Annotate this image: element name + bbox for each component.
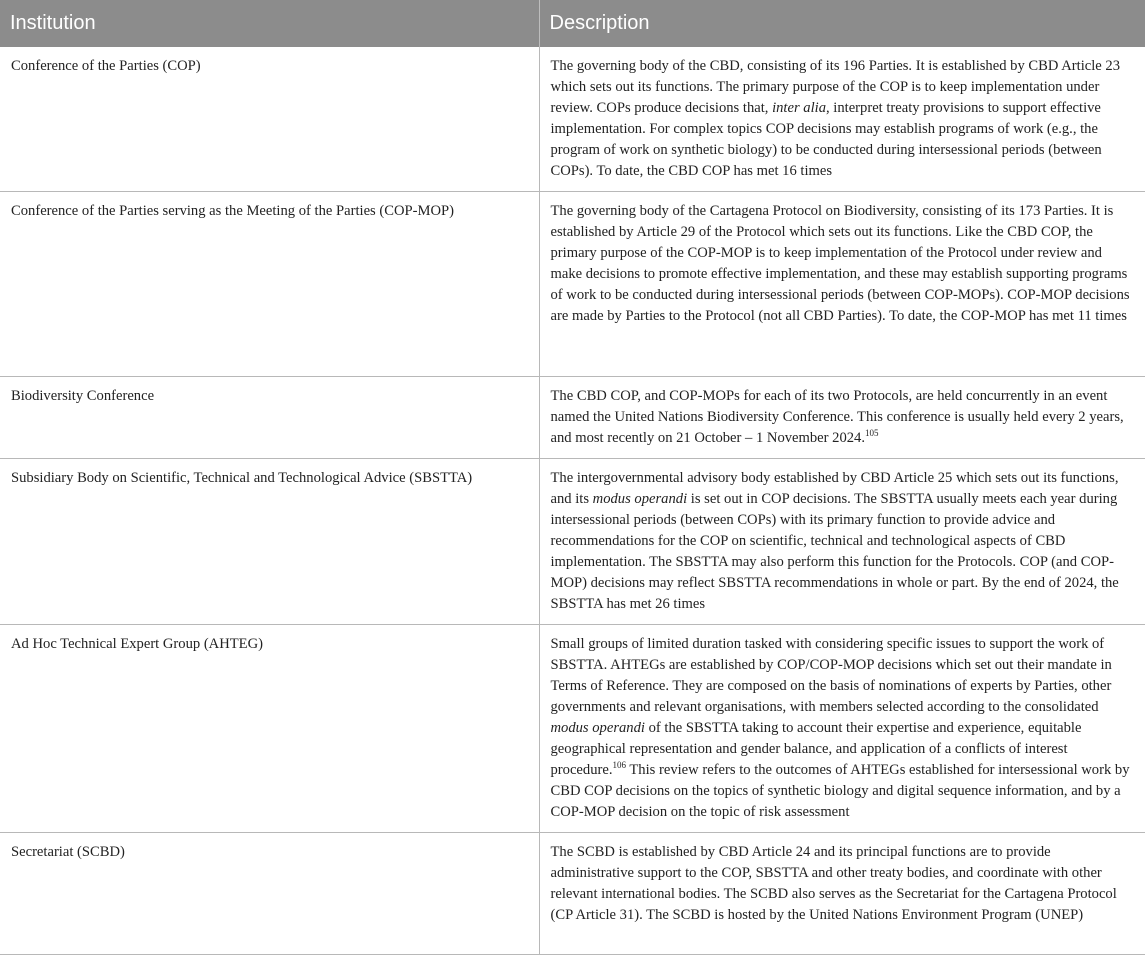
description-cell: The CBD COP, and COP-MOPs for each of its two Protocols, are held concurrently in an event named the United Nations Biodiversity Conference. This conference is usually held every 2 years, and most recently on 21 October – 1 November 2024.$^{105}$: [539, 377, 1145, 459]
table-row: [0, 47, 1145, 192]
table-row: [0, 833, 1145, 955]
table-row: [0, 459, 1145, 625]
table-header-row: [0, 0, 1145, 47]
institution-cell: Subsidiary Body on Scientific, Technical and Technological Advice (SBSTTA): [0, 459, 539, 625]
table-row: [0, 192, 1145, 377]
footnote-marker: 106: [612, 760, 626, 771]
description-cell: The governing body of the Cartagena Protocol on Biodiversity, consisting of its 173 Parties. It is established by Article 29 of the Protocol which sets out its functions. Like the CBD COP, the primary purpose of the COP-MOP is to keep implementation of the Protocol under review and make decisions to promote effective implementation, and these may establish supporting programs of work to be conducted during intersessional periods (between COP-MOPs). COP-MOP decisions are made by Parties to the Protocol (not all CBD Parties). To date, the COP-MOP has met 11 times: [539, 192, 1145, 377]
description-cell: The intergovernmental advisory body established by CBD Article 25 which sets out its functions, and its modus operandi is set out in COP decisions. The SBSTTA usually meets each year during intersessional periods (between COPs) with its primary function to provide advice and recommendations for the COP on scientific, technical and technological aspects of CBD implementation. The SBSTTA may also perform this function for the Protocols. COP (and COP-MOP) decisions may reflect SBSTTA recommendations in whole or part. By the end of 2024, the SBSTTA has met 26 times: [539, 459, 1145, 625]
italic-term: modus operandi: [592, 491, 688, 507]
description-cell: Small groups of limited duration tasked with considering specific issues to support the work of SBSTTA. AHTEGs are established by COP/COP-MOP decisions which set out their mandate in Terms of Reference. They are composed on the basis of nominations of experts by Parties, other governments and relevant organisations, with members selected according to the consolidated modus operandi of the SBSTTA taking to account their expertise and experience, equitable geographical representation and gender balance, and application of a conflicts of interest procedure.$^{106}$ This review refers to the outcomes of AHTEGs established for intersessional work by CBD COP decisions on the topics of synthetic biology and digital sequence information, and by a COP-MOP decision on the topic of risk assessment: [539, 625, 1145, 833]
description-cell: The SCBD is established by CBD Article 24 and its principal functions are to provide administrative support to the COP, SBSTTA and other treaty bodies, and coordinate with other relevant international bodies. The SCBD also serves as the Secretariat for the Cartagena Protocol (CP Article 31). The SCBD is hosted by the United Nations Environment Program (UNEP): [539, 833, 1145, 955]
table-row: [0, 625, 1145, 833]
description-cell: The governing body of the CBD, consisting of its 196 Parties. It is established by CBD Article 23 which sets out its functions. The primary purpose of the COP is to keep implementation under review. COPs produce decisions that, inter alia, interpret treaty provisions to support effective implementation. For complex topics COP decisions may establish programs of work (e.g., the program of work on synthetic biology) to be conducted during intersessional periods (between COPs). To date, the CBD COP has met 16 times: [539, 47, 1145, 192]
column-header-description: Description: [539, 0, 1145, 47]
table-row: [0, 377, 1145, 459]
italic-term: inter alia: [772, 100, 826, 116]
italic-term: modus operandi: [550, 720, 645, 736]
institution-cell: Ad Hoc Technical Expert Group (AHTEG): [0, 625, 539, 833]
institution-cell: Secretariat (SCBD): [0, 833, 539, 955]
institution-cell: Biodiversity Conference: [0, 377, 539, 459]
institution-cell: Conference of the Parties (COP): [0, 47, 539, 192]
column-header-institution: Institution: [0, 0, 539, 47]
footnote-marker: 105: [865, 428, 879, 439]
institution-cell: Conference of the Parties serving as the Meeting of the Parties (COP-MOP): [0, 192, 539, 377]
